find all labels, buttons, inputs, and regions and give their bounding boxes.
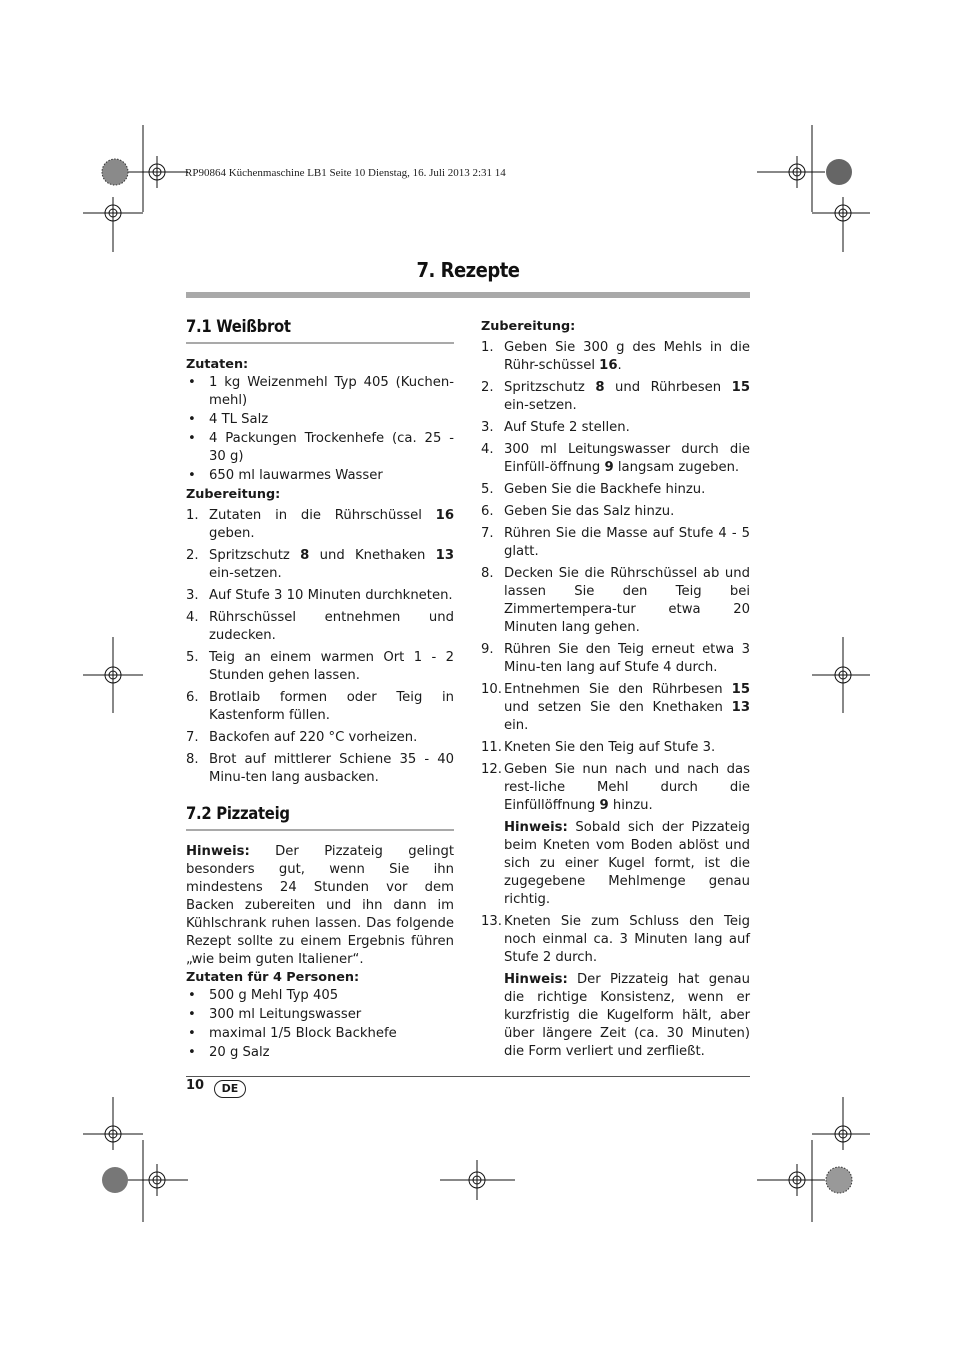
step-item: 4. 300 ml Leitungswasser durch die Einfüll-öffnung 9 langsam zugeben. — [481, 442, 750, 475]
step-item: 5. Geben Sie die Backhefe hinzu. — [481, 482, 706, 497]
step-item: 13. Kneten Sie zum Schluss den Teig noch einmal ca. 3 Minuten lang auf Stufe 2 durch. — [481, 914, 750, 965]
hint-paragraph: Hinweis: Der Pizzateig hat genau die richtige Konsistenz, wenn er kurzfristig die Kugelform hält, aber über längere Zeit (ca. 30 Minuten) die Form verliert und zerfließt. — [504, 972, 750, 1059]
list-item: • 4 TL Salz — [186, 411, 454, 429]
page-title: 7. Rezepte — [416, 258, 520, 282]
ingredients-list-weissbrot — [186, 374, 454, 485]
section-heading-weissbrot: 7.1 Weißbrot — [186, 318, 454, 344]
step-item: 10. Entnehmen Sie den Rührbesen 15 und setzen Sie den Knethaken 13 ein. — [481, 682, 750, 733]
step-item: 8. Decken Sie die Rührschüssel ab und lassen Sie den Teig bei Zimmertempera-tur etwa 20 Minuten lang gehen. — [481, 566, 750, 635]
print-slug-header: RP90864 Küchenmaschine LB1 Seite 10 Dienstag, 16. Juli 2013 2:31 14 — [185, 167, 506, 179]
step-item: 1. Zutaten in die Rührschüssel 16 geben. — [186, 508, 454, 541]
list-item: • 650 ml lauwarmes Wasser — [186, 467, 454, 485]
step-item: 9. Rühren Sie den Teig erneut etwa 3 Minu-ten lang auf Stufe 4 durch. — [481, 642, 750, 675]
ingredients-list-pizzateig — [186, 987, 454, 1062]
step-item: 7. Backofen auf 220 °C vorheizen. — [186, 730, 418, 745]
steps-list-weissbrot — [186, 507, 454, 787]
step-item: 4. Rührschüssel entnehmen und zudecken. — [186, 610, 454, 643]
title-rule — [186, 292, 750, 298]
list-item: • 500 g Mehl Typ 405 — [186, 987, 454, 1005]
step-item: 12. Geben Sie nun nach und nach das rest-liche Mehl durch die Einfüllöffnung 9 hinzu. — [481, 762, 750, 813]
preparation-label: Zubereitung: — [186, 487, 281, 502]
step-item: 7. Rühren Sie die Masse auf Stufe 4 - 5 glatt. — [481, 526, 750, 559]
ingredients-label: Zutaten für 4 Personen: — [186, 970, 360, 985]
step-item: 2. Spritzschutz 8 und Rührbesen 15 ein-setzen. — [481, 380, 750, 413]
list-item: • 20 g Salz — [186, 1044, 454, 1062]
hint-paragraph: Hinweis: Der Pizzateig gelingt besonders gut, wenn Sie ihn mindestens 24 Stunden vor dem Backen zubereiten und ihn dann im Kühlschrank ruhen lassen. Das folgende Rezept sollte zu einem Ergebnis führen „wie beim guten Italiener“. — [186, 844, 454, 967]
step-item: 6. Geben Sie das Salz hinzu. — [481, 504, 675, 519]
steps-list-pizzateig — [481, 339, 750, 815]
section-heading-pizzateig: 7.2 Pizzateig — [186, 805, 454, 831]
step-item: 6. Brotlaib formen oder Teig in Kastenform füllen. — [186, 690, 454, 723]
page-number: 10 — [186, 1078, 205, 1093]
steps-list-pizzateig-continued — [481, 913, 750, 967]
list-item: • 300 ml Leitungswasser — [186, 1006, 454, 1024]
list-item: • 1 kg Weizenmehl Typ 405 (Kuchen-mehl) — [186, 374, 454, 410]
ingredients-label: Zutaten: — [186, 357, 249, 372]
footer-rule — [186, 1076, 750, 1077]
step-item: 3. Auf Stufe 2 stellen. — [481, 420, 630, 435]
preparation-label: Zubereitung: — [481, 319, 576, 334]
step-item: 8. Brot auf mittlerer Schiene 35 - 40 Minu-ten lang ausbacken. — [186, 752, 454, 785]
hint-paragraph: Hinweis: Sobald sich der Pizzateig beim Kneten vom Boden ablöst und sich zu einer Kugel formt, ist die zugegebene Mehlmenge genau richtig. — [504, 820, 750, 907]
right-column — [481, 318, 750, 1065]
step-item: 2. Spritzschutz 8 und Knethaken 13 ein-setzen. — [186, 548, 454, 581]
step-item: 11. Kneten Sie den Teig auf Stufe 3. — [481, 740, 716, 755]
step-item: 1. Geben Sie 300 g des Mehls in die Rühr-schüssel 16. — [481, 340, 750, 373]
language-badge: DE — [214, 1080, 246, 1098]
step-item: 3. Auf Stufe 3 10 Minuten durchkneten. — [186, 588, 453, 603]
list-item: • maximal 1/5 Block Backhefe — [186, 1025, 454, 1043]
left-column — [186, 318, 454, 1063]
step-item: 5. Teig an einem warmen Ort 1 - 2 Stunden gehen lassen. — [186, 650, 454, 683]
list-item: • 4 Packungen Trockenhefe (ca. 25 - 30 g) — [186, 430, 454, 466]
